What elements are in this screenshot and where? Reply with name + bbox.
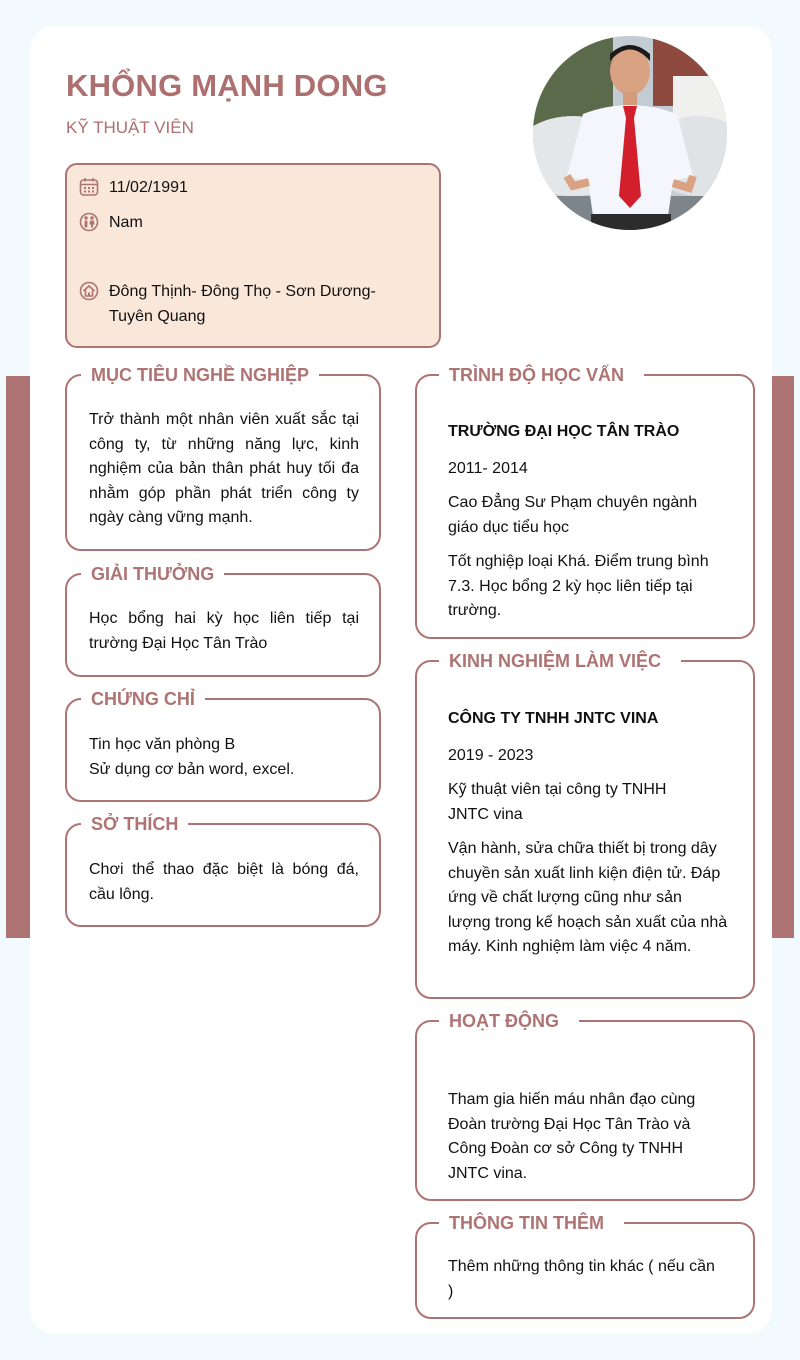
awards-card [65,564,381,677]
education-major: Cao Đẳng Sư Phạm chuyên ngành giáo dục tiểu học [448,494,698,536]
job-title: KỸ THUẬT VIÊN [66,118,194,137]
additional-info-text: Thêm những thông tin khác ( nếu cần ) [448,1258,715,1300]
certificates-line-1: Tin học văn phòng B [89,736,236,753]
education-period: 2011- 2014 [448,460,528,477]
home-icon [79,281,99,301]
personal-info-box [65,163,441,348]
objective-title: MỤC TIÊU NGHỀ NGHIỆP [81,362,319,388]
activities-text: Tham gia hiến máu nhân đạo cùng Đoàn trường Đại Học Tân Trào và Công Đoàn cơ sở Công ty TNHH JNTC vina. [448,1091,696,1182]
experience-company: CÔNG TY TNHH JNTC VINA [448,710,659,727]
awards-title: GIẢI THƯỞNG [81,561,224,587]
candidate-name: KHỔNG MẠNH DONG [66,68,388,103]
gender-value: Nam [109,214,143,231]
birthday-row [79,175,188,200]
activities-title: HOẠT ĐỘNG [439,1008,579,1034]
experience-position: Kỹ thuật viên tại công ty TNHH JNTC vina [448,781,667,823]
left-accent-bar [6,376,30,938]
hobbies-text: Chơi thể thao đặc biệt là bóng đá, cầu lông. [89,861,359,903]
profile-photo [533,36,727,230]
certificates-line-2: Sử dụng cơ bản word, excel. [89,761,295,778]
education-title: TRÌNH ĐỘ HỌC VẤN [439,362,644,388]
experience-period: 2019 - 2023 [448,747,534,764]
activities-card [415,1011,755,1201]
hobbies-title: SỞ THÍCH [81,811,188,837]
additional-info-card [415,1213,755,1319]
certificates-title: CHỨNG CHỈ [81,686,205,712]
gender-icon [79,212,99,232]
awards-text: Học bổng hai kỳ học liên tiếp tại trường Đại Học Tân Trào [89,610,359,652]
gender-row [79,210,143,235]
address-row [79,279,399,329]
experience-description: Vận hành, sửa chữa thiết bị trong dây chuyền sản xuất linh kiện điện tử. Đáp ứng về chất lượng cũng như sản lượng trong kế hoạch sản xuất của nhà máy. Kinh nghiệm làm việc 4 năm. [448,840,728,956]
birthday-value: 11/02/1991 [109,179,188,196]
education-school: TRƯỜNG ĐẠI HỌC TÂN TRÀO [448,423,680,440]
calendar-icon [79,177,99,197]
objective-card [65,365,381,551]
additional-info-title: THÔNG TIN THÊM [439,1210,624,1236]
education-result: Tốt nghiệp loại Khá. Điểm trung bình 7.3. Học bổng 2 kỳ học liên tiếp tại trường. [448,553,709,620]
certificates-card [65,689,381,802]
experience-card [415,651,755,999]
address-value: Đông Thịnh- Đông Thọ - Sơn Dương- Tuyên Quang [109,283,376,325]
hobbies-card [65,814,381,927]
objective-text: Trở thành một nhân viên xuất sắc tại công ty, từ những năng lực, kinh nghiệm của bản thân phát huy tối đa nhằm góp phần phát triển công ty ngày càng vững mạnh. [89,411,359,527]
right-accent-bar [772,376,794,938]
experience-title: KINH NGHIỆM LÀM VIỆC [439,648,681,674]
education-card [415,365,755,639]
